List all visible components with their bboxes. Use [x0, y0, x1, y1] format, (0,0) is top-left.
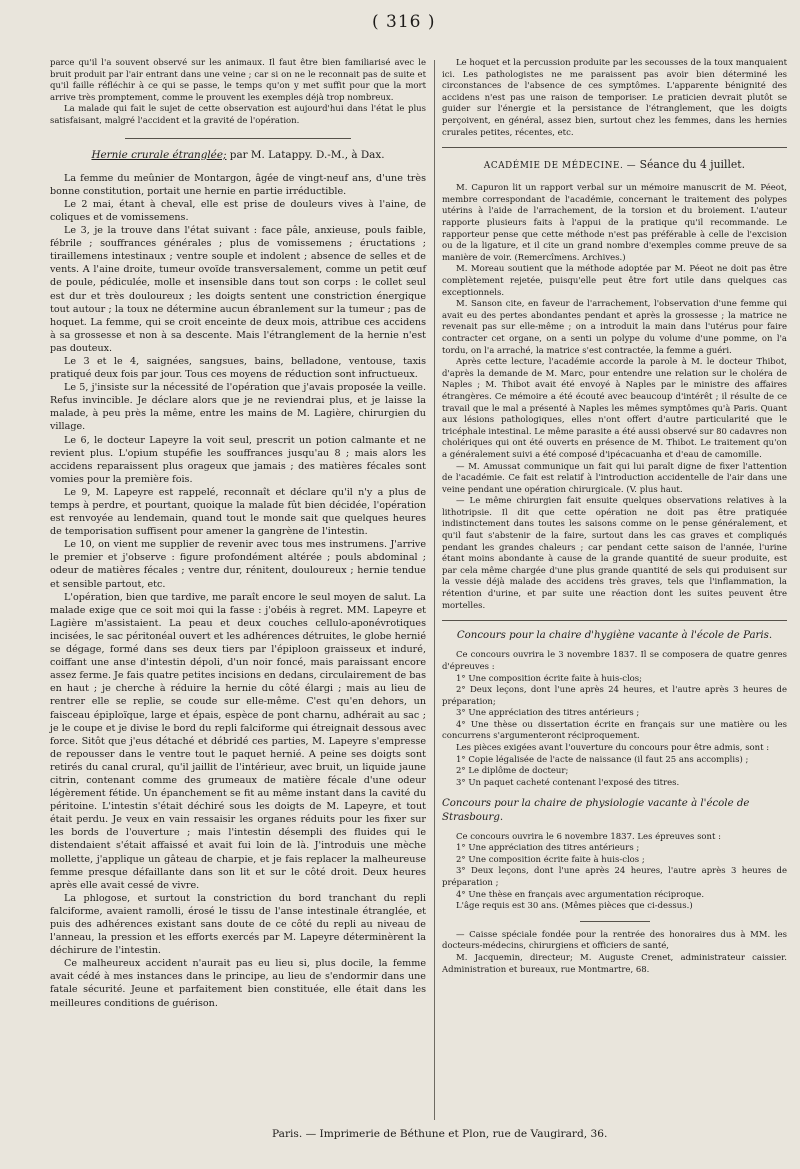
concours-physiologie-title: Concours pour la chaire de physiologie vacante à l'école de Strasbourg.: [442, 798, 750, 823]
left-column: [50, 58, 426, 1010]
article-title: [50, 149, 426, 162]
session-paragraph: M. Capuron lit un rapport verbal sur un mémoire manuscrit de M. Péeot, membre correspondant de l'académie, concernant le traitement des polypes utérins à l'aide de l'arrachement, de la torsion et du broiement. L'auteur rapporte plusieurs faits à l'appui de la pratique qu'il recommande. Le rapporteur pense que cette méthode n'est pas préférable à celle de l'excision ou de la ligature, et il cite un grand nombre d'exemples comme preuve de sa manière de voir. (Remercîmens. Archives.): [442, 183, 787, 263]
page-number: ( 316 ): [372, 12, 436, 32]
article-paragraph: La femme du meûnier de Montargon, âgée de vingt-neuf ans, d'une très bonne constitution, portait une hernie en partie irréductible.: [50, 172, 426, 197]
session-paragraph: M. Sanson cite, en faveur de l'arrachement, l'observation d'une femme qui avait eu des pertes abondantes pendant et après la grossesse ; la matrice ne revenait pas sur elle-même ; on a introduit la main dans l'utérus pour faire contracter cet organe, on a senti un polype du volume d'une pomme, on l'a tordu, on l'a arraché, la matrice s'est contractée, la femme a guéri.: [442, 299, 787, 356]
session-heading: [442, 158, 787, 173]
caisse-notice: — Caisse spéciale fondée pour la rentrée des honoraires dus à MM. les docteurs-médecins, chirurgiens et officiers de santé,: [442, 929, 787, 952]
section-divider: [442, 147, 787, 148]
session-date: Séance du 4 juillet.: [639, 158, 746, 172]
article-paragraph: Le 6, le docteur Lapeyre la voit seul, prescrit un potion calmante et ne revient plus. L'opium stupéfie les souffrances jusqu'au 8 ; mais alors les accidens reparaissent plus orageux que jamais ; des matières fécales sont vomies pour la première fois.: [50, 434, 426, 485]
article-paragraph: Le 5, j'insiste sur la nécessité de l'opération que j'avais proposée la veille. Refus invincible. Je déclare alors que je ne reviendrai plus, et je laisse la malade, à peu près la même, entre les mains de M. Lagière, chirurgien du village.: [50, 382, 426, 433]
article-title-subject: Hernie crurale étranglée;: [91, 148, 227, 161]
session-paragraph: — Le même chirurgien fait ensuite quelques observations relatives à la lithotripsie. Il dit que cette opération ne doit pas être pratiquée indistinctement dans toutes les saisons comme on le pense généralement, et qu'il faut s'abstenir de la faire, surtout dans les cas graves et compliqués pendant les grandes chaleurs ; car pendant cette saison de l'année, l'urine étant moins abondante à cause de la grande quantité de sueur produite, est par cela même chargée d'une plus grande quantité de sels qui produisent sur la vessie déjà malade des accidens très graves, tels que l'inflammation, la rétention d'urine, et par suite une réaction dont les suites peuvent être mortelles.: [442, 496, 787, 611]
printer-imprint: Paris. — Imprimerie de Béthune et Plon, rue de Vaugirard, 36.: [272, 1128, 608, 1140]
article-paragraph: L'opération, bien que tardive, me paraît encore le seul moyen de salut. La malade exige que ce soit moi qui la fasse : j'obéis à regret. MM. Lapeyre et Lagière m'assistaient. La peau et deux couches cellulo-aponévrotiques incisées, le sac péritonéal ouvert et les adhérences détruites, le globe hernié se dégage, formé dans ses deux tiers par l'épiploon graisseux et induré, coiffant une anse d'intestin dépoli, d'un noir foncé, mais paraissant encore assez ferme. Je fais quatre petites incisions en dedans, circulairement de bas en haut ; je cherche à réduire la hernie du côté élargi ; mais au lieu de rentrer elle se replie, se coude sur elle-même. C'est qu'en dehors, un faisceau épiploïque, large et épais, espèce de pont charnu, adhérait au sac ; je le coupe et je divise le bord du repli falciforme qui étreignait dessous avec force. Sitôt que j'eus détaché et débridé ces parties, M. Lapeyre s'empresse de repousser dans le ventre tout le paquet hernié. A peine ses doigts sont retirés du canal crural, qu'il jaillit de l'intérieur, avec bruit, un liquide jaune citrin, contenant comme des grumeaux de matière fécale d'une odeur légèrement fétide. Un épanchement se fit au même instant dans la cavité du péritoine. L'intestin s'était déchiré sous les doigts de M. Lapeyre, et tout était perdu. Je veux en vain ressaisir les organes réduits pour les fixer sur les bords de l'ouverture ; mais l'intestin désempli des fluides qui le distendaient s'était affaissé et avait fui loin de là. J'introduis une mèche mollette, j'applique un gâteau de charpie, et je fais replacer la malheureuse femme presque défaillante dans son lit et sur le côté droit. Deux heures après elle avait cessé de vivre.: [50, 591, 426, 891]
concours-item: 2° Une composition écrite faite à huis-clos ;: [456, 854, 645, 865]
concours-item: 1° Une appréciation des titres antérieurs ;: [456, 843, 640, 854]
column-divider: [434, 60, 435, 1120]
article-paragraph: La phlogose, et surtout la constriction du bord tranchant du repli falciforme, avaient ramolli, érosé le tissu de l'anse intestinale étranglée, et puis des adhérences existant sans doute de ce côté du repli au niveau de l'anneau, la pression et les efforts exercés par M. Lapeyre déterminèrent la déchirure de l'intestin.: [50, 892, 426, 957]
concours-item: 1° Une composition écrite faite à huis-clos;: [456, 673, 643, 684]
article-paragraph: Le 9, M. Lapeyre est rappelé, reconnaît et déclare qu'il n'y a plus de temps à perdre, et pourtant, quoique la malade fût bien décidée, l'opération est renvoyée au lendemain, quand tout le monde sait que quelques heures de temporisation suffisent pour amener la gangrène de l'intestin.: [50, 486, 426, 538]
section-divider: [580, 921, 650, 922]
caisse-directors: M. Jacquemin, directeur; M. Auguste Crenet, administrateur caissier. Administration et bureaux, rue Montmartre, 68.: [442, 952, 787, 975]
concours-item: L'âge requis est 30 ans. (Mêmes pièces que ci-dessus.): [456, 901, 693, 912]
article-title-author: par M. Latappy. D.-M., à Dax.: [226, 148, 385, 161]
section-divider: [442, 620, 787, 621]
concours-hygiene-title: Concours pour la chaire d'hygiène vacante à l'école de Paris.: [456, 630, 773, 642]
continued-paragraph: Le hoquet et la percussion produite par les secousses de la toux manquaient ici. Les pathologistes ne me paraissent pas avoir bien déterminé les circonstances de l'absence de ces symptômes. L'apparente bénignité des accidens n'est pas une raison de temporiser. Le praticien devrait plutôt se guider sur l'énergie et la persistance de l'étranglement, que les doigts perçoivent, en général, assez bien, surtout chez les femmes, dans les hernies crurales petites, récentes, etc.: [442, 58, 787, 138]
concours-item: 2° Deux leçons, dont l'une après 24 heures, et l'autre après 3 heures de préparation;: [442, 685, 787, 707]
concours-piece: 1° Copie légalisée de l'acte de naissance (il faut 25 ans accomplis) ;: [456, 754, 749, 765]
concours-item: 4° Une thèse ou dissertation écrite en français sur une matière ou les concurrens s'argumenteront réciproquement.: [442, 719, 787, 742]
concours-pieces-intro: Les pièces exigées avant l'ouverture du concours pour être admis, sont :: [456, 743, 770, 754]
concours-item: 3° Une appréciation des titres antérieurs ;: [456, 708, 640, 719]
article-paragraph: Le 2 mai, étant à cheval, elle est prise de douleurs vives à l'aine, de coliques et de vomissemens.: [50, 198, 426, 223]
concours-piece: 2° Le diplôme de docteur;: [456, 766, 569, 777]
article-paragraph: Le 3 et le 4, saignées, sangsues, bains, belladone, ventouse, taxis pratiqué deux fois par jour. Tous ces moyens de réduction sont infructueux.: [50, 355, 426, 381]
session-paragraph: — M. Amussat communique un fait qui lui paraît digne de fixer l'attention de l'académie. Ce fait est relatif à l'introduction accidentelle de l'air dans une veine pendant une opération chirurgicale. (V. plus haut.: [442, 461, 787, 495]
intro-paragraph-2: La malade qui fait le sujet de cette observation est aujourd'hui dans l'état le plus satisfaisant, malgré l'accident et la gravité de l'opération.: [50, 104, 426, 126]
concours-intro: Ce concours ouvrira le 3 novembre 1837. Il se composera de quatre genres d'épreuves :: [442, 650, 787, 672]
session-paragraph: M. Moreau soutient que la méthode adoptée par M. Péeot ne doit pas être complètement rejetée, puisqu'elle peut être fort utile dans quelques cas exceptionnels.: [442, 264, 787, 298]
intro-paragraph-1: parce qu'il l'a souvent observé sur les animaux. Il faut être bien familiarisé avec le bruit produit par l'air entrant dans une veine ; car si on ne le reconnait pas de suite et qu'il faille réfléchir à ce qui se passe, le temps qu'on y met suffit pour que la mort arrive très promptement, comme le prouvent les exemples déjà trop nombreux.: [50, 58, 426, 103]
session-paragraph: Après cette lecture, l'académie accorde la parole à M. le docteur Thibot, d'après la demande de M. Marc, pour entendre une relation sur le choléra de Naples ; M. Thibot avait été envoyé à Naples par le ministre des affaires étrangères. Ce mémoire a été écouté avec beaucoup d'intérêt ; il résulte de ce travail que le mal a présenté à Naples les mêmes symptômes qu'à Paris. Quant aux lésions pathologiques, elles n'ont offert d'autre particularité que le tricéphale intestinal. Le même parasite a été aussi observé sur 80 cadavres non cholériques qui ont été ouverts en présence de M. Thibot. Le traitement qu'on a généralement suivi a été composé d'ipécacuanha et d'eau de camomille.: [442, 357, 788, 460]
academy-name: ACADÉMIE DE MÉDECINE. —: [483, 161, 640, 172]
article-paragraph: Ce malheureux accident n'aurait pas eu lieu si, plus docile, la femme avait cédé à mes instances dans le principe, au lieu de s'endormir dans une fatale sécurité. Jeune et parfaitement bien constituée, elle était dans les meilleures conditions de guérison.: [50, 958, 426, 1009]
section-divider: [125, 138, 351, 139]
concours-item: 4° Une thèse en français avec argumentation réciproque.: [456, 889, 705, 900]
concours-piece: 3° Un paquet cacheté contenant l'exposé des titres.: [456, 777, 680, 788]
concours-item: 3° Deux leçons, dont l'une après 24 heures, l'autre après 3 heures de préparation ;: [442, 866, 787, 888]
article-paragraph: Le 3, je la trouve dans l'état suivant : face pâle, anxieuse, pouls faible, fébrile ; souffrances générales ; plus de vomissemens ; éructations ; tiraillemens intestinaux ; ventre souple et indolent ; absence de selles et de vents. A l'aine droite, tumeur ovoïde transversalement, comme un petit œuf de poule, pédiculée, molle et insensible dans tout son corps : le collet seul est dur et très douloureux ; les doigts sentent une constriction énergique tout autour ; la toux ne détermine aucun ébranlement sur la tumeur ; pas de hoquet. La femme, qui se croit enceinte de deux mois, attribue ces accidens à sa grossesse et non à sa descente. Mais l'étranglement de la hernie n'est pas douteux.: [50, 225, 426, 354]
right-column: [442, 58, 787, 976]
concours-intro: Ce concours ouvrira le 6 novembre 1837. Les épreuves sont :: [456, 831, 722, 842]
article-paragraph: Le 10, on vient me supplier de revenir avec tous mes instrumens. J'arrive le premier et j'observe : figure profondément altérée ; pouls abdominal ; odeur de matières fécales ; ventre dur, rénitent, douloureux ; hernie tendue et sensible partout, etc.: [50, 539, 426, 590]
